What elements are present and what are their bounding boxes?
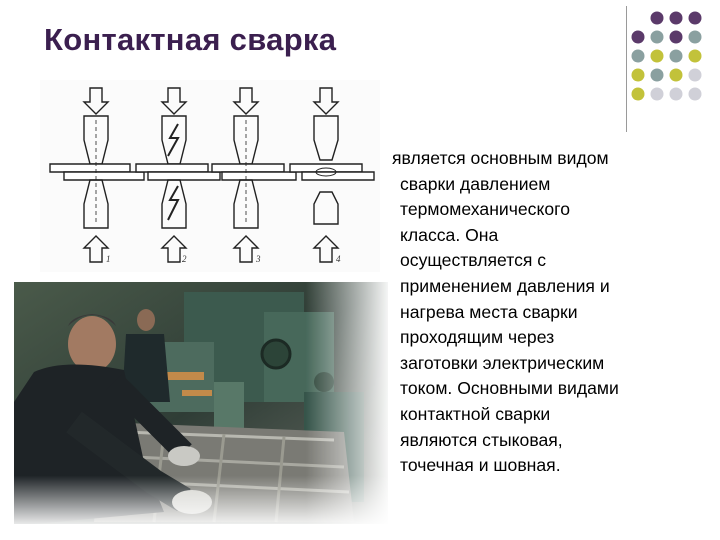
decorative-divider-line [626, 6, 627, 132]
electrode-set-2 [136, 88, 220, 262]
body-text-line: током. Основными видами [400, 378, 619, 399]
decorative-dot [632, 50, 645, 63]
body-text-line: нагрева места сварки [400, 301, 578, 322]
decorative-dot [689, 69, 702, 82]
body-text-line: является основным видом [392, 148, 609, 168]
decorative-dot [651, 12, 664, 25]
body-text-line: точечная и шовная. [400, 455, 561, 476]
decorative-dot [689, 50, 702, 63]
decorative-dot [670, 31, 683, 44]
decorative-dot [670, 12, 683, 25]
decorative-dot [651, 88, 664, 101]
decorative-dot [689, 12, 702, 25]
slide-title: Контактная сварка [44, 22, 337, 57]
decorative-dot [670, 88, 683, 101]
decorative-dot [632, 69, 645, 82]
decorative-dot [689, 31, 702, 44]
decorative-dot [632, 88, 645, 101]
welding-workshop-photo [14, 282, 388, 524]
resistance-welding-diagram [40, 80, 380, 272]
diagram-label-1: 1 [106, 254, 111, 264]
body-text-line: заготовки электрическим [400, 352, 605, 373]
body-text-line: контактной сварки [400, 403, 551, 424]
decorative-dot [651, 69, 664, 82]
decorative-dot [651, 50, 664, 63]
diagram-label-2: 2 [182, 254, 187, 264]
body-text-line: класса. Она [400, 224, 499, 245]
body-text-line: осуществляется с [400, 250, 547, 271]
body-text-line: применением давления и [400, 275, 610, 296]
decorative-dot [670, 50, 683, 63]
electrode-set-1 [50, 88, 144, 262]
decorative-dot [670, 69, 683, 82]
decorative-dot-grid [630, 10, 714, 120]
decorative-dot [651, 31, 664, 44]
body-text-line: сварки давлением [400, 173, 551, 194]
diagram-label-4: 4 [336, 254, 341, 264]
decorative-dot [689, 88, 702, 101]
decorative-dot [632, 31, 645, 44]
body-text-line: проходящим через [400, 327, 555, 348]
body-text-line: термомеханического [400, 199, 570, 220]
slide-body-text [392, 146, 692, 479]
body-text-line: являются стыковая, [400, 429, 563, 450]
electrode-set-4 [290, 88, 374, 262]
diagram-label-3: 3 [256, 254, 261, 264]
electrode-set-3 [212, 88, 296, 262]
